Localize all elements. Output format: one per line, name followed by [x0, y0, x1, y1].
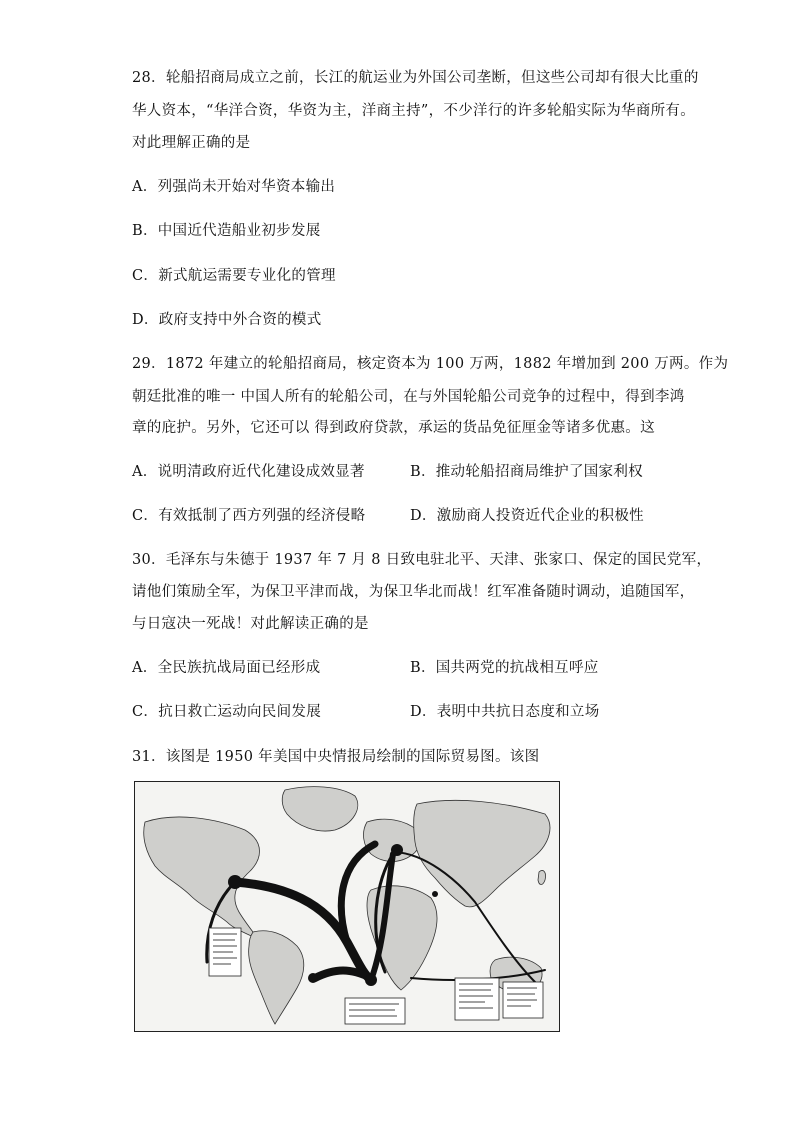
q28-stem-line-1: 28．轮船招商局成立之前，长江的航运业为外国公司垄断，但这些公司却有很大比重的	[132, 70, 699, 86]
q28-option-c: C．新式航运需要专业化的管理	[132, 268, 336, 284]
q29-stem-line-1: 29．1872 年建立的轮船招商局，核定资本为 100 万两，1882 年增加到 200 万两。作为	[132, 356, 729, 372]
q28-stem-line-3: 对此理解正确的是	[132, 135, 251, 151]
q28-option-b: B．中国近代造船业初步发展	[132, 223, 321, 239]
q28-option-d: D．政府支持中外合资的模式	[132, 312, 322, 328]
q29-option-b: B．推动轮船招商局维护了国家利权	[410, 464, 643, 480]
q29-option-d: D．激励商人投资近代企业的积极性	[410, 508, 644, 524]
q30-stem-line-2: 请他们策励全军，为保卫平津而战，为保卫华北而战！红军准备随时调动，追随国军，	[132, 584, 695, 600]
q30-option-d: D．表明中共抗日态度和立场	[410, 704, 600, 720]
q28-stem-line-2: 华人资本，“华洋合资，华资为主，洋商主持”，不少洋行的许多轮船实际为华商所有。	[132, 103, 696, 119]
q30-option-c: C．抗日救亡运动向民间发展	[132, 704, 321, 720]
q29-option-a: A．说明清政府近代化建设成效显著	[132, 464, 365, 480]
q29-stem-line-3: 章的庇护。另外，它还可以 得到政府贷款，承运的货品免征厘金等诸多优惠。这	[132, 420, 655, 436]
q31-stem-line-1: 31．该图是 1950 年美国中央情报局绘制的国际贸易图。该图	[132, 749, 540, 765]
q30-option-b: B．国共两党的抗战相互呼应	[410, 660, 599, 676]
q30-option-a: A．全民族抗战局面已经形成	[132, 660, 321, 676]
trade-map-image	[135, 782, 559, 1031]
trade-map-figure	[134, 781, 560, 1032]
q30-stem-line-3: 与日寇决一死战！对此解读正确的是	[132, 616, 369, 632]
q29-option-c: C．有效抵制了西方列强的经济侵略	[132, 508, 366, 524]
q29-stem-line-2: 朝廷批准的唯一 中国人所有的轮船公司，在与外国轮船公司竞争的过程中，得到李鸿	[132, 389, 685, 405]
q30-stem-line-1: 30．毛泽东与朱德于 1937 年 7 月 8 日致电驻北平、天津、张家口、保定的国民党军，	[132, 552, 712, 568]
q28-option-a: A．列强尚未开始对华资本输出	[132, 179, 336, 195]
